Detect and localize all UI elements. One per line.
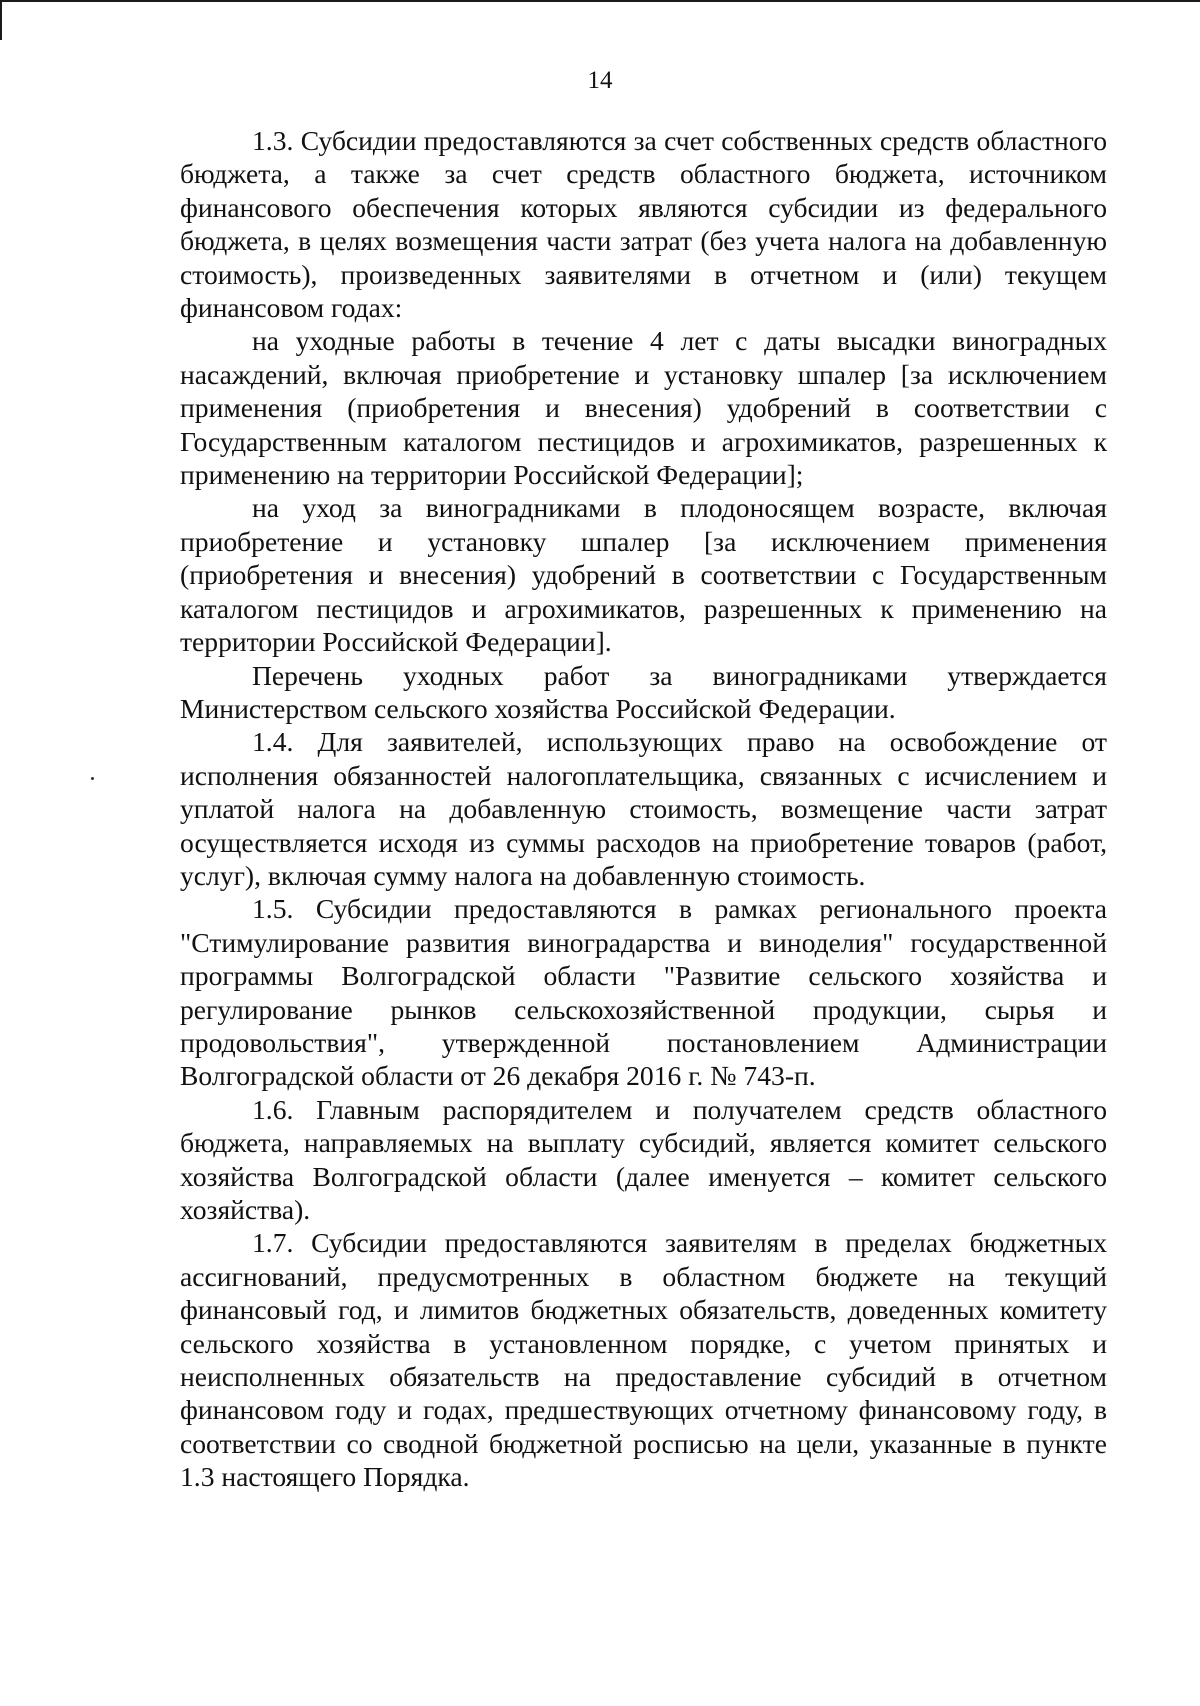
paragraph-1-3: 1.3. Субсидии предоставляются за счет собственных средств областного бюджета, а также за счет средств областного бюджета, источником финансового обеспечения которых являются субсидии из федерального бюджета, в целях возмещения части затрат (без учета налога на добавленную стоимость), произведенных заявителями в отчетном и (или) текущем финансовом годах: bbox=[180, 125, 1107, 324]
page-number: 14 bbox=[587, 67, 613, 94]
paragraph-1-6: 1.6. Главным распорядителем и получателем средств областного бюджета, направляемых на выплату субсидий, является комитет сельского хозяйства Волгоградской области (далее именуется – комитет сельского хозяйства). bbox=[180, 1093, 1107, 1225]
list-item-young-vineyards: на уходные работы в течение 4 лет с даты высадки виноградных насаждений, включая приобретение и установку шпалер [за исключением применения (приобретения и внесения) удобрений в соответствии с Государственным каталогом пестицидов и агрохимикатов, разрешенных к применению на территории Российской Федерации]; bbox=[180, 325, 1107, 491]
scan-border-top bbox=[0, 0, 1200, 2]
document-body bbox=[180, 124, 1107, 1494]
scan-border-left bbox=[0, 0, 2, 40]
paragraph-works-list: Перечень уходных работ за виноградниками утверждается Министерством сельского хозяйства Российской Федерации. bbox=[180, 659, 1107, 724]
scan-speck bbox=[91, 777, 94, 780]
paragraph-1-7: 1.7. Субсидии предоставляются заявителям в пределах бюджетных ассигнований, предусмотренных в областном бюджете на текущий финансовый год, и лимитов бюджетных обязательств, доведенных комитету сельского хозяйства в установленном порядке, с учетом принятых и неисполненных обязательств на предоставление субсидий в отчетном финансовом году и годах, предшествующих отчетному финансовому году, в соответствии со сводной бюджетной росписью на цели, указанные в пункте 1.3 настоящего Порядка. bbox=[180, 1227, 1107, 1493]
paragraph-1-5: 1.5. Субсидии предоставляются в рамках регионального проекта "Стимулирование развития виноградарства и виноделия" государственной программы Волгоградской области "Развитие сельского хозяйства и регулирование рынков сельскохозяйственной продукции, сырья и продовольствия", утвержденной постановлением Администрации Волгоградской области от 26 декабря 2016 г. № 743-п. bbox=[180, 893, 1107, 1092]
list-item-fruiting-vineyards: на уход за виноградниками в плодоносящем возрасте, включая приобретение и установку шпалер [за исключением применения (приобретения и внесения) удобрений в соответствии с Государственным каталогом пестицидов и агрохимикатов, разрешенных к применению на территории Российской Федерации]. bbox=[180, 492, 1107, 658]
paragraph-1-4: 1.4. Для заявителей, использующих право на освобождение от исполнения обязанностей налогоплательщика, связанных с исчислением и уплатой налога на добавленную стоимость, возмещение части затрат осуществляется исходя из суммы расходов на приобретение товаров (работ, услуг), включая сумму налога на добавленную стоимость. bbox=[180, 726, 1107, 891]
